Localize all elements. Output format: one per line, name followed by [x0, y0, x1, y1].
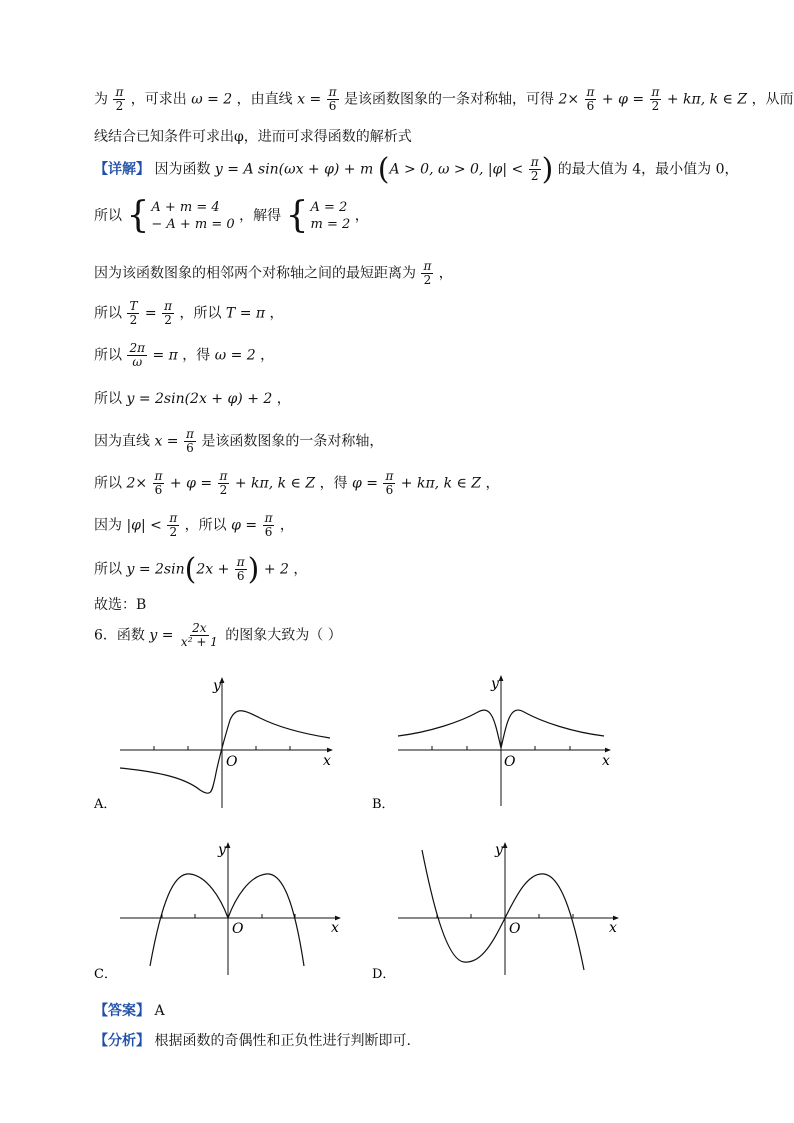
option-label: C． [94, 967, 117, 982]
denominator: 2 [169, 525, 178, 539]
analysis-line-1 [94, 86, 794, 113]
numerator: π [164, 299, 172, 313]
text: ， [293, 561, 308, 578]
choice-line [94, 594, 146, 614]
math: + 2 [263, 561, 289, 578]
line-10 [94, 470, 500, 497]
fraction [263, 512, 275, 539]
text: ，得 [182, 347, 211, 364]
math: x = [154, 433, 179, 450]
analysis-line [94, 1030, 411, 1050]
denominator: 2 [423, 273, 432, 287]
denominator: 2 [164, 313, 172, 327]
text: ， [260, 347, 275, 364]
option-label: B． [372, 797, 395, 812]
denominator: 2 [651, 99, 660, 113]
equation: − A + m = 0 [151, 217, 235, 232]
text: 为 [94, 91, 108, 108]
question-6 [94, 622, 342, 649]
math: y = [149, 627, 174, 644]
numerator: π [115, 85, 124, 99]
text: ，从而 [751, 91, 794, 108]
paren: ) [541, 152, 554, 187]
answer-value: A [154, 1003, 165, 1019]
fraction [383, 470, 395, 497]
graph-d[interactable] [372, 842, 617, 982]
denominator: 6 [586, 99, 595, 113]
text: ， [485, 475, 500, 492]
text: 因为 [94, 517, 122, 534]
numerator: π [530, 155, 539, 169]
x-label: x [609, 920, 617, 936]
origin-label: O [504, 754, 516, 770]
text: ， [276, 391, 291, 407]
y-label: y [218, 842, 226, 858]
text: 所以 [94, 561, 122, 578]
denominator: 6 [236, 569, 245, 583]
math: y = 2sin [126, 561, 185, 578]
numerator: 2x [192, 621, 207, 635]
denominator: x² + 1 [180, 635, 218, 649]
text: ， [279, 517, 294, 534]
fraction [421, 260, 433, 287]
fraction [184, 428, 196, 455]
graph-b[interactable] [372, 676, 610, 812]
denominator: 2 [530, 169, 539, 183]
fraction [218, 470, 230, 497]
math: T = π [225, 305, 266, 322]
text: 所以 [94, 305, 122, 322]
numerator: π [586, 85, 595, 99]
text: 因为直线 [94, 433, 150, 450]
detail-tag: 【详解】 [94, 161, 150, 178]
fraction [113, 86, 125, 113]
text: 所以 [94, 347, 122, 364]
y-label: y [495, 842, 503, 858]
text: 的最大值为 4，最小值为 0， [557, 161, 739, 178]
paren: ) [247, 552, 260, 587]
curve [150, 874, 304, 966]
x-label: x [602, 753, 610, 769]
origin-label: O [226, 754, 238, 770]
equation: A = 2 [310, 200, 348, 215]
fraction [127, 342, 147, 369]
text: 是该函数图象的一条对称轴，可得 [344, 91, 554, 108]
denominator: 2 [219, 483, 228, 497]
equation-system: { A + m = 4 − A + m = 0 [126, 195, 235, 236]
fraction [167, 512, 179, 539]
y-label: y [213, 678, 221, 694]
math: + kπ, k ∈ Z [400, 475, 482, 492]
numerator: π [236, 555, 245, 569]
text: ，所以 [184, 517, 227, 534]
curve [120, 711, 330, 793]
math: + φ = [601, 91, 645, 108]
numerator: π [385, 469, 394, 483]
text: ，解得 [239, 208, 282, 224]
fraction [153, 470, 165, 497]
math: φ = [352, 475, 378, 492]
text: 的图象大致为（ ） [225, 627, 342, 644]
numerator: π [185, 427, 194, 441]
text: 故选：B [94, 597, 147, 613]
equation: A + m = 4 [151, 200, 220, 215]
numerator: π [154, 469, 163, 483]
math: φ = [231, 517, 258, 534]
denominator: 6 [186, 441, 194, 455]
text: ， [269, 305, 284, 322]
numerator: π [169, 511, 178, 525]
fraction [327, 86, 339, 113]
denominator: ω [132, 355, 143, 369]
math: A > 0, ω > 0, |φ| < [389, 161, 524, 178]
denominator: 6 [385, 483, 394, 497]
paren: ( [377, 152, 390, 187]
math: = [144, 305, 157, 322]
math: ω = 2 [214, 347, 256, 364]
equation-system: { A = 2 m = 2 [285, 195, 351, 236]
option-label: A． [94, 797, 117, 812]
line-7 [94, 342, 274, 369]
line-12 [94, 552, 307, 587]
text: 是该函数图象的一条对称轴， [201, 433, 384, 450]
analysis-tag: 【分析】 [94, 1033, 150, 1049]
answer-graphs [0, 670, 794, 1000]
numerator: π [423, 259, 432, 273]
fraction [127, 300, 139, 327]
math: = π [152, 347, 178, 364]
equation: m = 2 [310, 217, 351, 232]
graph-c[interactable] [94, 842, 339, 982]
fraction [585, 86, 597, 113]
x-label: x [323, 753, 331, 769]
text: ， [438, 265, 453, 282]
text: ，得 [319, 475, 348, 492]
question-number: 6．函数 [94, 627, 145, 644]
curve [422, 850, 584, 970]
fraction [179, 622, 220, 649]
y-label: y [491, 676, 499, 692]
numerator: π [651, 85, 660, 99]
text: 所以 [94, 475, 122, 492]
text: ，可求出 [130, 91, 187, 108]
denominator: 2 [115, 99, 124, 113]
math: 2x + [196, 561, 230, 578]
denominator: 2 [129, 313, 138, 327]
x-label: x [331, 920, 339, 936]
line-11 [94, 512, 294, 539]
math: y = 2sin(2x + φ) + 2 [126, 391, 273, 407]
math: 2× [558, 91, 580, 108]
denominator: 6 [154, 483, 163, 497]
math: + kπ, k ∈ Z [666, 91, 748, 108]
math: 2× [126, 475, 148, 492]
origin-label: O [232, 921, 244, 937]
math: y = A sin(ωx + φ) + m [214, 161, 374, 178]
text: 所以 [94, 391, 122, 407]
text: 因为该函数图象的相邻两个对称轴之间的最短距离为 [94, 265, 416, 282]
text: ， [354, 208, 369, 224]
analysis-text: 根据函数的奇偶性和正负性进行判断即可. [154, 1033, 411, 1049]
origin-label: O [509, 921, 521, 937]
math: ω = 2 [191, 91, 233, 108]
text: 所以 [94, 208, 122, 224]
denominator: 6 [264, 525, 273, 539]
text: ，由直线 [236, 91, 293, 108]
line-6 [94, 300, 284, 327]
graph-a[interactable] [93, 678, 331, 812]
detail-line [94, 152, 739, 187]
math: + kπ, k ∈ Z [234, 475, 316, 492]
option-label: D． [372, 967, 396, 982]
numerator: T [129, 299, 138, 313]
text: 线结合已知条件可求出φ，进而可求得函数的解析式 [94, 129, 412, 145]
math: x = [297, 91, 322, 108]
text: 因为函数 [154, 161, 211, 178]
fraction [529, 156, 541, 183]
answer-line [94, 1000, 165, 1020]
line-5 [94, 260, 453, 287]
fraction [235, 556, 247, 583]
fraction [162, 300, 174, 327]
numerator: 2π [129, 341, 145, 355]
math: + φ = [169, 475, 213, 492]
text: ，所以 [179, 305, 222, 322]
answer-tag: 【答案】 [94, 1003, 150, 1019]
numerator: π [219, 469, 228, 483]
analysis-line-2 [94, 126, 412, 146]
line-9 [94, 428, 383, 455]
line-8 [94, 388, 291, 408]
denominator: 6 [328, 99, 337, 113]
math: |φ| < [126, 517, 162, 534]
fraction [650, 86, 662, 113]
paren: ( [184, 552, 197, 587]
numerator: π [264, 511, 273, 525]
numerator: π [328, 85, 337, 99]
system-line [94, 195, 369, 236]
